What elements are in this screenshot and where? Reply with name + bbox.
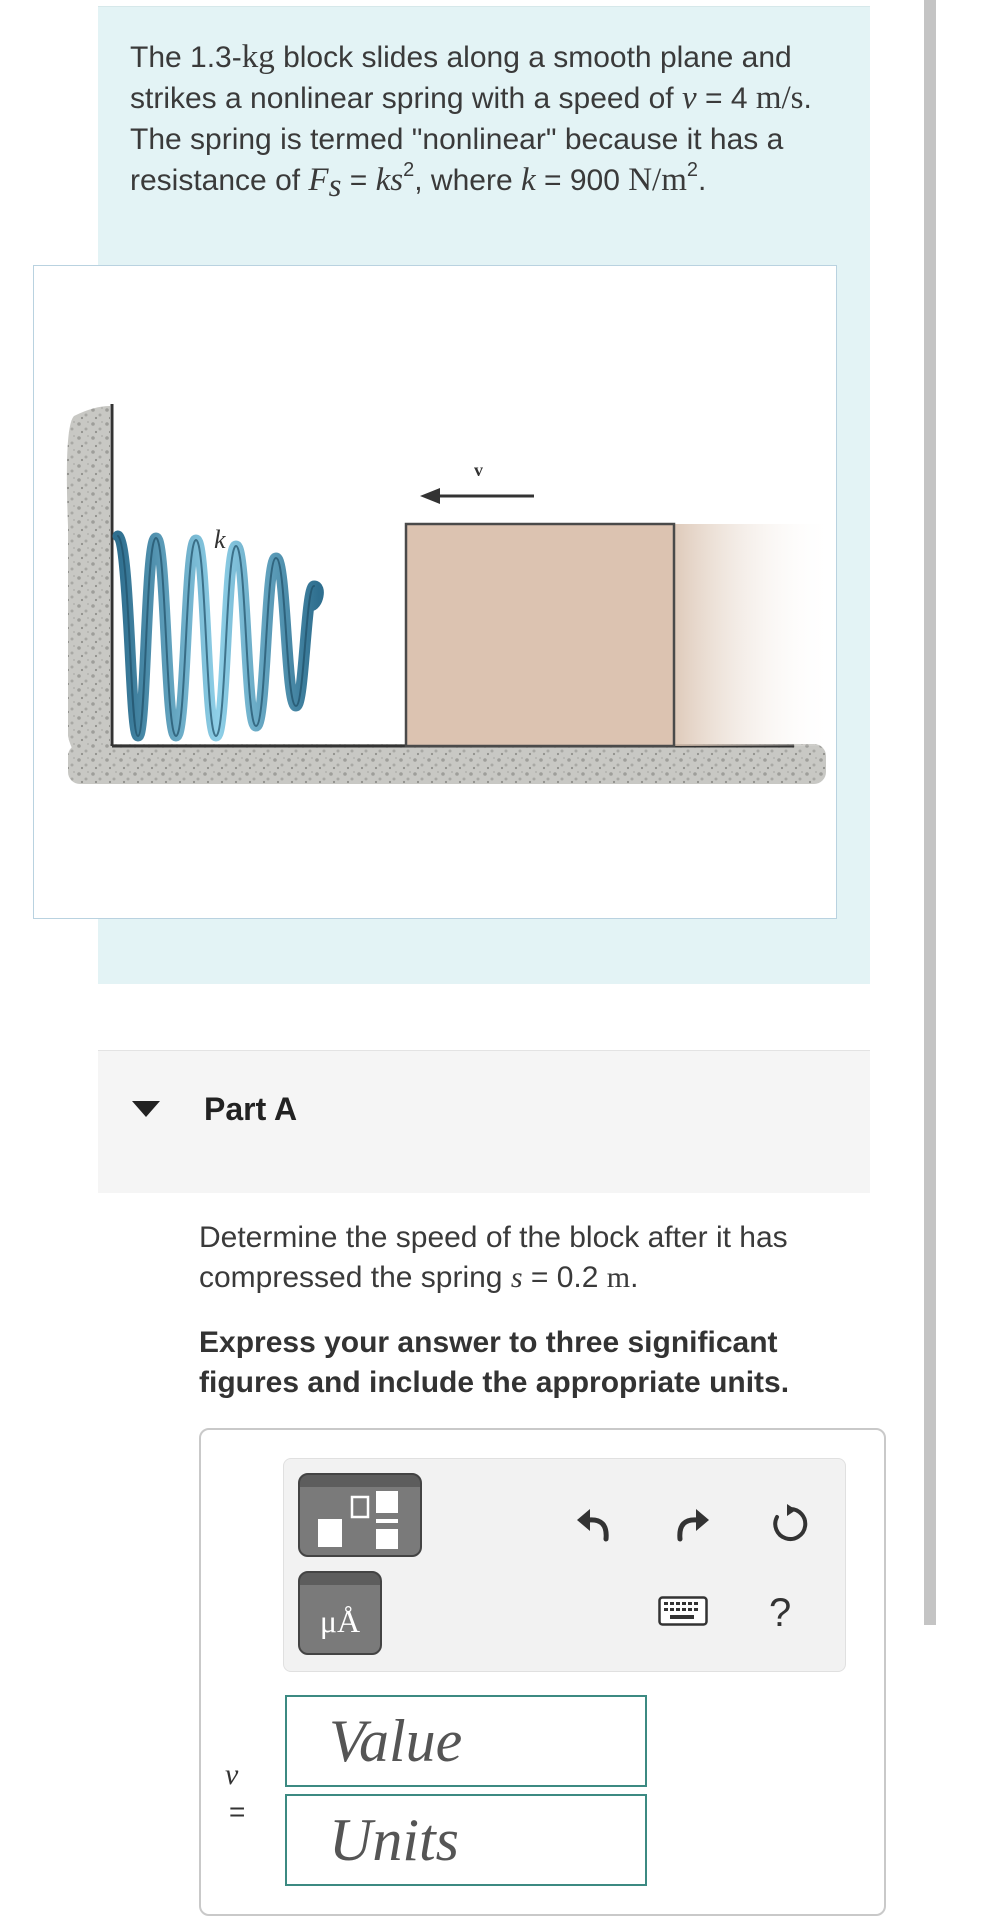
- wall: [67, 406, 110, 766]
- units-input[interactable]: [285, 1794, 647, 1886]
- problem-figure: [33, 265, 837, 919]
- redo-icon: [672, 1503, 712, 1543]
- redo-button[interactable]: [668, 1499, 716, 1547]
- answer-box: [199, 1428, 886, 1916]
- answer-variable: v: [225, 1758, 239, 1791]
- value-input[interactable]: [285, 1695, 647, 1787]
- reset-icon: [770, 1503, 810, 1543]
- motion-blur: [674, 524, 834, 746]
- block: [406, 524, 674, 746]
- undo-button[interactable]: [570, 1499, 618, 1547]
- spring-block-diagram: [34, 266, 838, 920]
- question-text: Determine the speed of the block after it has compressed the spring s = 0.2 m.: [199, 1221, 788, 1294]
- answer-instruction: Express your answer to three significant figures and include the appropriate units.: [199, 1326, 790, 1399]
- collapse-caret-icon[interactable]: [132, 1101, 160, 1117]
- ground: [68, 744, 826, 784]
- units-icon: μÅ: [319, 1603, 361, 1639]
- spring: [118, 536, 318, 736]
- math-toolbar: [283, 1458, 846, 1672]
- undo-icon: [574, 1503, 614, 1543]
- problem-statement: The 1.3-kg block slides along a smooth plane and strikes a nonlinear spring with a speed of v = 4 m/s. The spring is termed "nonlinear" because it has a resistance of $F_s = ks^2$, where k = 900 $N/m^2$.: [130, 39, 812, 204]
- equals-sign: =: [229, 1796, 246, 1827]
- scrollbar[interactable]: [924, 0, 936, 1625]
- templates-icon: [300, 1475, 420, 1555]
- part-a-title: Part A: [204, 1091, 298, 1127]
- spring-label: k: [214, 525, 226, 554]
- part-a-header[interactable]: [98, 1050, 870, 1193]
- templates-button[interactable]: [298, 1473, 422, 1557]
- help-icon[interactable]: ?: [769, 1591, 792, 1635]
- keyboard-icon: [658, 1596, 708, 1626]
- reset-button[interactable]: [766, 1499, 814, 1547]
- keyboard-button[interactable]: [656, 1587, 710, 1635]
- units-button[interactable]: [298, 1571, 382, 1655]
- velocity-label: v: [474, 460, 483, 480]
